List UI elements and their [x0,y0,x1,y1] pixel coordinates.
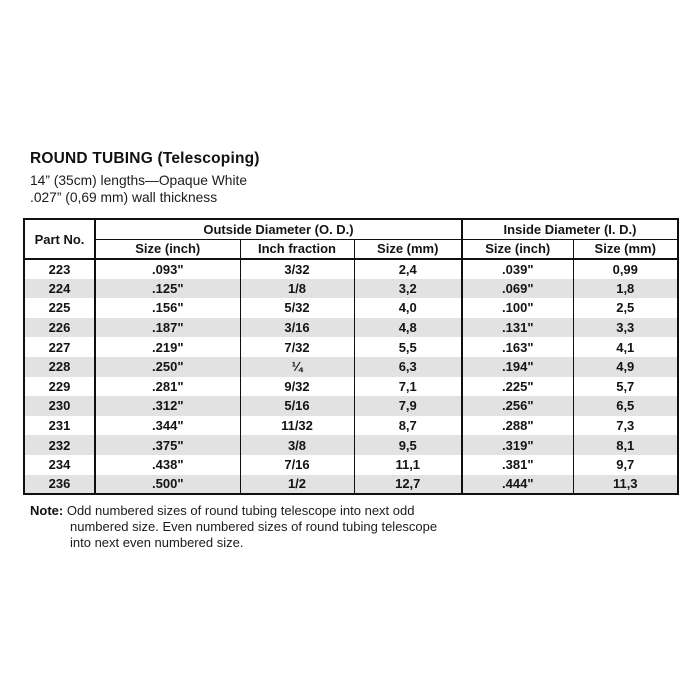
value-cell: 8,1 [573,435,678,455]
table-row [24,416,678,436]
table-row [24,357,678,377]
value-cell: 5/32 [240,298,354,318]
value-cell: 7/16 [240,455,354,475]
value-cell: .225" [462,377,573,397]
value-cell: 2,5 [573,298,678,318]
value-cell: .100" [462,298,573,318]
sub-header-row [24,239,678,259]
value-cell: 6,3 [354,357,462,377]
value-cell: 7/32 [240,337,354,357]
value-cell: 1/8 [240,279,354,299]
tubing-size-table [23,218,679,495]
value-cell: .312" [95,396,240,416]
inside-diameter-group-header: Inside Diameter (I. D.) [462,219,678,239]
value-cell: .131" [462,318,573,338]
value-cell: 1/2 [240,475,354,495]
note-line: into next even numbered size. [70,535,244,550]
value-cell: 3/32 [240,259,354,279]
note-label: Note: [30,503,64,518]
page-title: ROUND TUBING (Telescoping) [30,150,260,167]
value-cell: .444" [462,475,573,495]
value-cell: .256" [462,396,573,416]
value-cell: 1,8 [573,279,678,299]
value-cell: 12,7 [354,475,462,495]
part-no-cell: 229 [48,378,71,394]
value-cell: 2,4 [354,259,462,279]
value-cell: .381" [462,455,573,475]
value-cell: .069" [462,279,573,299]
part-no-cell: 230 [48,398,71,414]
value-cell: 6,5 [573,396,678,416]
value-cell: 4,8 [354,318,462,338]
value-cell: 11,1 [354,455,462,475]
value-cell: .288" [462,416,573,436]
value-cell: 5,7 [573,377,678,397]
value-cell: 7,1 [354,377,462,397]
table-row [24,337,678,357]
value-cell: 4,0 [354,298,462,318]
value-cell: .039" [462,259,573,279]
note-line: numbered size. Even numbered sizes of round tubing telescope [70,519,438,534]
value-cell: .250" [95,357,240,377]
group-header-row [24,219,678,239]
value-cell: 5,5 [354,337,462,357]
value-cell: 5/16 [240,396,354,416]
od-size-mm-header: Size (mm) [354,239,462,259]
table-row [24,279,678,299]
table-row [24,259,678,279]
note-block [30,503,437,551]
part-no-cell: 236 [48,476,71,492]
value-cell: .163" [462,337,573,357]
table-row [24,298,678,318]
id-size-mm-header: Size (mm) [573,239,678,259]
value-cell: 9,7 [573,455,678,475]
value-cell: 3,3 [573,318,678,338]
table-row [24,475,678,495]
subtitle-wall-thickness: .027” (0,69 mm) wall thickness [30,189,218,205]
value-cell: 4,1 [573,337,678,357]
part-no-cell: 234 [48,457,71,473]
value-cell: 9/32 [240,377,354,397]
table-header [24,219,678,259]
table-row [24,318,678,338]
value-cell: .500" [95,475,240,495]
table-row [24,377,678,397]
value-cell: 3/8 [240,435,354,455]
note-line [30,503,437,519]
table-row [24,396,678,416]
value-cell: 11/32 [240,416,354,436]
value-cell: .194" [462,357,573,377]
value-cell: 4,9 [573,357,678,377]
note-text: Odd numbered sizes of round tubing telescope into next odd [66,503,415,518]
outside-diameter-group-header: Outside Diameter (O. D.) [95,219,462,239]
value-cell: .281" [95,377,240,397]
value-cell: ¼ [240,357,354,377]
od-size-inch-header: Size (inch) [95,239,240,259]
value-cell: .156" [95,298,240,318]
part-no-cell: 231 [48,418,71,434]
value-cell: 3/16 [240,318,354,338]
part-no-cell: 227 [48,339,71,355]
value-cell: .093" [95,259,240,279]
part-no-cell: 228 [48,359,71,375]
value-cell: .187" [95,318,240,338]
value-cell: 8,7 [354,416,462,436]
value-cell: 0,99 [573,259,678,279]
part-no-cell: 225 [48,300,71,316]
value-cell: .125" [95,279,240,299]
value-cell: .219" [95,337,240,357]
part-no-cell: 226 [48,320,71,336]
title-block [30,150,260,206]
value-cell: 3,2 [354,279,462,299]
subtitle-length: 14” (35cm) lengths—Opaque White [30,173,248,188]
value-cell: .375" [95,435,240,455]
value-cell: .438" [95,455,240,475]
part-no-header: Part No. [24,219,95,259]
value-cell: .344" [95,416,240,436]
part-no-cell: 224 [48,280,71,296]
table-row [24,455,678,475]
table-row [24,435,678,455]
table-body [24,259,678,494]
id-size-inch-header: Size (inch) [462,239,573,259]
part-no-cell: 232 [48,437,71,453]
value-cell: 7,3 [573,416,678,436]
value-cell: 9,5 [354,435,462,455]
od-inch-fraction-header: Inch fraction [240,239,354,259]
part-no-cell: 223 [48,261,71,277]
value-cell: 7,9 [354,396,462,416]
value-cell: .319" [462,435,573,455]
value-cell: 11,3 [573,475,678,495]
